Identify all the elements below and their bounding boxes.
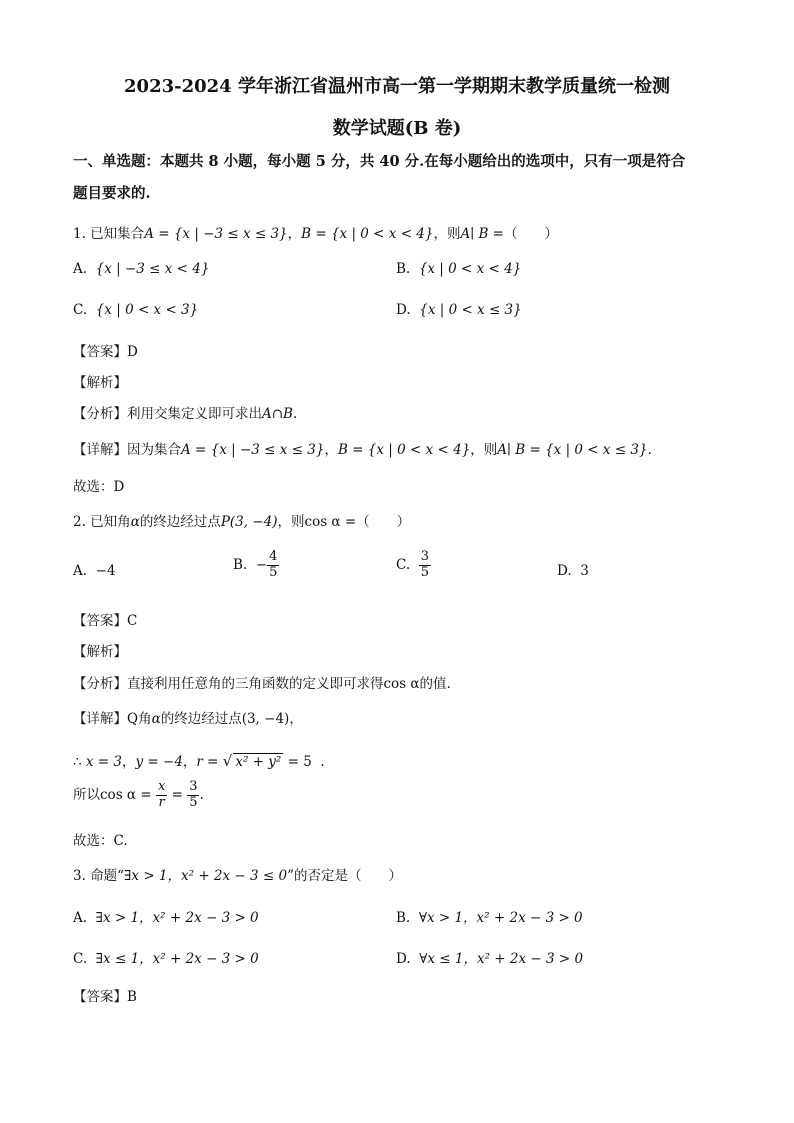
q2-line3-frac-x: x	[157, 779, 166, 794]
q3-option-c-label: C.	[73, 951, 88, 967]
q2-xj-text: 角	[138, 711, 152, 727]
q2-line3-frac-35	[187, 780, 199, 811]
q2-derivation-line3	[73, 780, 204, 811]
page-title: 2023-2024 学年浙江省温州市高一第一学期期末教学质量统一检测	[124, 76, 670, 97]
q2-option-a-text: −4	[95, 563, 116, 579]
q2-stem-post: ，则	[277, 514, 305, 530]
q1-fenxi-tag: 【分析】	[73, 406, 127, 422]
q1-set-a: A = {x | −3 ≤ x ≤ 3}	[144, 226, 288, 242]
q2-option-c	[396, 550, 431, 581]
q1-option-a	[73, 261, 209, 277]
q1-option-d	[396, 302, 522, 318]
q3-option-a-text: ∃x > 1，x² + 2x − 3 > 0	[95, 910, 259, 926]
q2-answer-value: C	[127, 613, 138, 629]
q2-answer	[73, 609, 137, 629]
q2-line3-cos: cos α =	[100, 786, 152, 803]
q1-answer	[73, 340, 138, 360]
q1-fenxi: 【分析】利用交集定义即可求出A∩B.	[73, 406, 298, 422]
q3-answer-value: B	[127, 989, 137, 1005]
q3-option-d	[396, 947, 583, 967]
q2-fenxi	[73, 672, 451, 692]
q2-xiangjie	[73, 707, 303, 727]
q2-line2-sqrt: x² + y²	[235, 754, 282, 770]
q1-option-b-label: B.	[396, 261, 411, 277]
q1-option-c	[73, 302, 198, 318]
section-header-line2: 题目要求的.	[73, 185, 151, 202]
q2-option-b-sign: −	[255, 556, 268, 573]
q1-number: 1.	[73, 226, 86, 242]
q1-xiangjie-pre: 因为集合	[127, 442, 181, 458]
q1-fenxi-math: A∩B	[262, 406, 293, 422]
q2-cos: cos α =	[304, 514, 357, 530]
q3-number: 3.	[73, 868, 86, 884]
q1-stem-pre: 已知集合	[90, 226, 145, 242]
q3-option-b-text: ∀x > 1，x² + 2x − 3 > 0	[418, 910, 583, 926]
q1-op: A∣ B =	[460, 226, 504, 242]
q2-line3-frac-num: 3	[189, 779, 198, 794]
q2-option-b-den: 5	[269, 564, 278, 580]
q1-set-b: B = {x | 0 < x < 4}	[301, 226, 434, 242]
q2-paren: （ ）	[356, 514, 411, 530]
q2-option-b-fraction	[267, 550, 279, 581]
q3-stem	[73, 864, 402, 884]
q2-line2-comma1: ，	[122, 754, 136, 770]
q1-option-a-label: A.	[73, 261, 88, 277]
q1-answer-tag: 【答案】	[73, 344, 127, 360]
q1-xj-then: ，则	[470, 442, 498, 458]
q2-option-b	[233, 550, 279, 581]
q2-option-c-fraction	[419, 550, 431, 581]
q3-option-c-text: ∃x ≤ 1，x² + 2x − 3 > 0	[95, 951, 259, 967]
q1-option-d-text: {x | 0 < x ≤ 3}	[419, 302, 522, 318]
q3-answer-tag: 【答案】	[73, 989, 127, 1005]
section-header-line1: 一、单选题：本题共 8 小题，每小题 5 分，共 40 分.在每小题给出的选项中，只有一项是符合	[73, 153, 686, 170]
q1-option-d-label: D.	[396, 302, 411, 318]
q1-analysis-tag: 【解析】	[73, 375, 127, 391]
q3-option-a	[73, 906, 259, 926]
q1-choose: 故选：D	[73, 479, 125, 495]
q1-stem	[73, 222, 558, 242]
q1-xiangjie: 【详解】因为集合A = {x | −3 ≤ x ≤ 3}，B = {x | 0 < x < 4}，则A∣ B = {x | 0 < x ≤ 3}.	[73, 442, 652, 458]
q3-option-b	[396, 906, 583, 926]
q2-line2-end: .	[320, 754, 325, 770]
q2-line2-x: x = 3	[85, 754, 122, 770]
radical-icon: √	[222, 752, 233, 770]
q2-line3-frac-xr	[156, 780, 167, 811]
q1-answer-value: D	[127, 344, 138, 360]
q1-fenxi-text: 利用交集定义即可求出	[127, 406, 262, 422]
q2-xj-text2: 的终边经过点	[160, 711, 242, 727]
q2-option-c-den: 5	[420, 564, 430, 580]
q2-option-d-text: 3	[580, 563, 589, 579]
q1-paren: （ ）	[503, 226, 558, 242]
q3-option-a-label: A.	[73, 910, 88, 926]
q2-line3-end: .	[199, 786, 204, 803]
q2-alpha: α	[130, 514, 140, 530]
q2-line2-comma2: ，	[182, 754, 197, 770]
q1-xj-set-a: A = {x | −3 ≤ x ≤ 3}	[181, 442, 325, 458]
q2-line3-frac-den: 5	[189, 794, 198, 810]
q1-xj-comma: ，	[324, 442, 338, 458]
q1-option-b	[396, 261, 521, 277]
q2-line2-r: r =	[196, 754, 219, 770]
q3-stem-math: ∃x > 1，x² + 2x − 3 ≤ 0	[124, 868, 288, 884]
q2-line3-frac-r: r	[158, 794, 165, 810]
q3-option-b-label: B.	[396, 910, 411, 926]
q2-option-a	[73, 563, 116, 579]
q1-option-a-text: {x | −3 ≤ x < 4}	[95, 261, 210, 277]
q2-therefore-icon: ∴	[73, 754, 82, 770]
q1-xj-result: A∣ B = {x | 0 < x ≤ 3}	[497, 442, 648, 458]
q2-fenxi-cos: cos α	[383, 676, 420, 692]
q2-stem-pre: 已知角	[90, 514, 131, 530]
q2-xj-end: ，	[289, 711, 303, 727]
q2-option-b-label: B.	[233, 556, 248, 573]
q2-point: P(3, −4)	[220, 514, 278, 530]
q1-comma: ，	[287, 226, 302, 242]
q2-stem-mid: 的终边经过点	[139, 514, 221, 530]
q3-option-d-label: D.	[396, 951, 411, 967]
q1-option-c-text: {x | 0 < x < 3}	[95, 302, 199, 318]
q1-option-b-text: {x | 0 < x < 4}	[418, 261, 522, 277]
q2-fenxi-end: 的值.	[419, 676, 451, 692]
q2-xj-alpha: α	[151, 711, 161, 727]
q2-option-c-label: C.	[396, 556, 411, 573]
q1-xj-set-b: B = {x | 0 < x < 4}	[337, 442, 471, 458]
q2-derivation-line2	[73, 750, 325, 770]
q2-option-b-num: 4	[269, 549, 278, 564]
q3-stem-post: ”的否定是（ ）	[287, 868, 403, 884]
q2-analysis-tag: 【解析】	[73, 644, 127, 660]
page-subtitle: 数学试题(B 卷)	[332, 118, 462, 139]
q2-option-c-num: 3	[420, 549, 430, 564]
q2-xj-point: (3, −4)	[241, 711, 290, 727]
q2-option-a-label: A.	[73, 563, 88, 579]
q3-stem-pre: 命题“	[90, 868, 125, 884]
q2-line2-y: y = −4	[135, 754, 183, 770]
q2-line3-pre: 所以	[73, 786, 100, 803]
q2-option-d-label: D.	[557, 563, 572, 579]
q2-option-d	[557, 563, 589, 579]
q3-option-c	[73, 947, 259, 967]
q2-line2-eq: = 5	[287, 754, 312, 770]
q2-stem	[73, 510, 410, 530]
q2-fenxi-text: 直接利用任意角的三角函数的定义即可求得	[127, 676, 384, 692]
q2-number: 2.	[73, 514, 86, 530]
q3-option-d-text: ∀x ≤ 1，x² + 2x − 3 > 0	[419, 951, 584, 967]
q2-choose: 故选：C.	[73, 833, 128, 849]
q1-option-c-label: C.	[73, 302, 88, 318]
q2-line3-eq: =	[171, 786, 183, 803]
q2-answer-tag: 【答案】	[73, 613, 127, 629]
q2-fenxi-tag: 【分析】	[73, 676, 127, 692]
q2-xiangjie-tag: 【详解】	[73, 711, 127, 727]
q1-xiangjie-tag: 【详解】	[73, 442, 127, 458]
q2-xj-sym: Q	[127, 711, 139, 727]
q3-answer	[73, 985, 137, 1005]
q1-stem-post: ，则	[433, 226, 461, 242]
